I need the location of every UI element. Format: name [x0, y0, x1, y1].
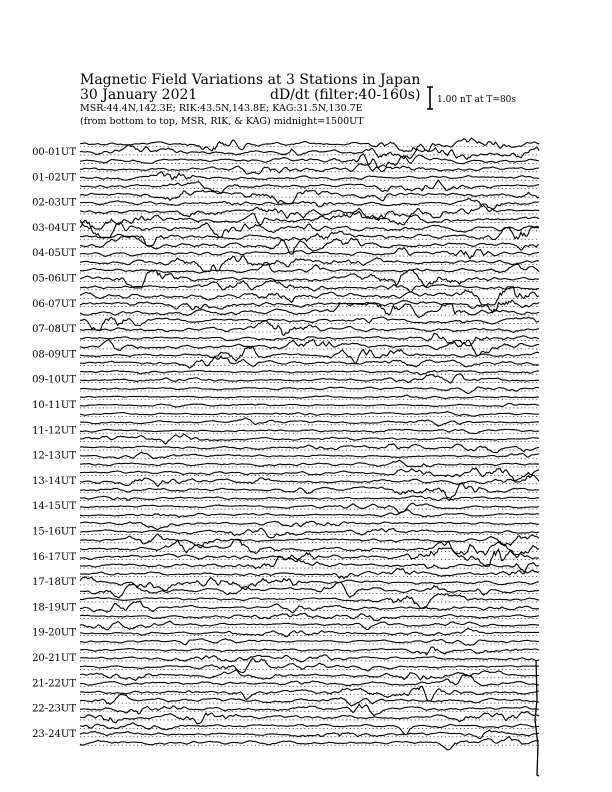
trace-line [80, 521, 539, 529]
trace-line [80, 172, 539, 181]
hour-label: 15-16UT [32, 526, 76, 538]
hour-label: 16-17UT [32, 551, 76, 563]
trace-line [80, 670, 539, 681]
chart-title: Magnetic Field Variations at 3 Stations in Japan [80, 72, 421, 88]
scale-label: 1.00 nT at T=80s [437, 95, 517, 105]
trace-line [80, 334, 539, 346]
hour-label: 07-08UT [32, 324, 76, 336]
trace-row [80, 621, 540, 645]
trace-row [80, 418, 540, 444]
hour-label: 10-11UT [32, 400, 76, 411]
trace-line [80, 412, 539, 417]
trace-line [80, 280, 539, 292]
trace-line [80, 339, 539, 355]
trace-line [80, 387, 539, 394]
trace-line [80, 180, 539, 193]
hour-label: 21-22UT [32, 678, 76, 690]
trace-line [80, 460, 539, 467]
trace-line [80, 434, 539, 444]
trace-spike [535, 660, 539, 776]
trace-row [80, 647, 540, 673]
trace-row [80, 521, 540, 547]
trace-line [80, 468, 539, 482]
trace-line [80, 711, 539, 723]
trace-line [80, 154, 539, 168]
hour-label: 00-01UT [32, 147, 76, 158]
hour-label: 01-02UT [32, 172, 76, 184]
hour-label: 04-05UT [32, 248, 76, 260]
trace-row [80, 444, 540, 467]
trace-line [80, 321, 539, 336]
hour-label: 06-07UT [32, 298, 76, 310]
trace-line [80, 395, 539, 399]
hour-label: 18-19UT [32, 602, 76, 614]
trace-line [80, 577, 539, 591]
hour-label: 02-03UT [32, 197, 76, 209]
trace-row [80, 370, 540, 393]
hour-label: 12-13UT [32, 450, 76, 462]
trace-row [80, 468, 540, 499]
scale-bar-mark [427, 87, 433, 109]
trace-line [80, 601, 539, 612]
trace-line [80, 164, 539, 175]
trace-line [80, 675, 539, 686]
trace-line [80, 723, 539, 735]
hour-label: 22-23UT [32, 703, 76, 715]
trace-line [80, 503, 539, 513]
hour-label: 08-09UT [32, 349, 76, 361]
trace-row [80, 236, 540, 271]
trace-line [80, 204, 539, 220]
trace-line [80, 300, 539, 313]
hour-label: 13-14UT [32, 475, 76, 487]
trace-line [80, 270, 539, 288]
trace-row [80, 540, 540, 572]
hour-label: 17-18UT [32, 577, 76, 589]
trace-line [80, 594, 539, 609]
trace-line [80, 483, 539, 498]
hour-label: 09-10UT [32, 374, 76, 386]
trace-line [80, 221, 539, 238]
trace-line [80, 621, 539, 630]
trace-row [80, 262, 540, 292]
hour-label: 20-21UT [32, 653, 76, 664]
trace-line [80, 356, 539, 368]
trace-rows [80, 138, 540, 776]
date-label: 30 January 2021 [80, 87, 198, 103]
trace-line [80, 199, 539, 212]
trace-line [80, 704, 539, 715]
trace-row [80, 723, 540, 750]
order-note: (from bottom to top, MSR, RIK, & KAG) midnight=1500UT [80, 116, 364, 127]
trace-row [80, 395, 540, 416]
trace-line [80, 730, 539, 738]
trace-line [80, 496, 539, 501]
trace-line [80, 374, 539, 383]
trace-line [80, 452, 539, 459]
trace-row [80, 138, 540, 168]
trace-row [80, 164, 540, 194]
stations-info: MSR:44.4N,142.3E; RIK:43.5N,143.8E; KAG:31.5N,130.7E [80, 103, 363, 114]
trace-row [80, 190, 540, 220]
trace-line [80, 686, 539, 701]
trace-line [80, 262, 539, 273]
hour-label: 11-12UT [32, 425, 76, 437]
scale-bar [427, 87, 433, 109]
trace-row [80, 287, 540, 318]
trace-line [80, 557, 539, 572]
trace-row [80, 211, 540, 245]
trace-line [80, 694, 539, 706]
hour-label: 23-24UT [32, 728, 76, 740]
hour-labels [32, 147, 76, 740]
trace-line [80, 540, 539, 558]
mode-label: dD/dt (filter:40-160s) [270, 87, 421, 103]
hour-label: 05-06UT [32, 273, 76, 285]
trace-row [80, 339, 540, 368]
trace-line [80, 613, 539, 621]
trace-line [80, 528, 539, 538]
trace-line [80, 647, 539, 655]
trace-row [80, 496, 540, 518]
trace-row [80, 568, 540, 598]
hour-label: 14-15UT [32, 501, 76, 513]
trace-line [80, 568, 539, 578]
trace-row [80, 594, 540, 621]
trace-row [80, 670, 540, 701]
trace-line [80, 737, 539, 750]
trace-line [80, 444, 539, 453]
trace-line [80, 403, 539, 407]
hour-label: 03-04UT [32, 222, 76, 234]
hour-label: 19-20UT [32, 627, 76, 639]
trace-line [80, 510, 539, 518]
trace-row [80, 694, 540, 723]
